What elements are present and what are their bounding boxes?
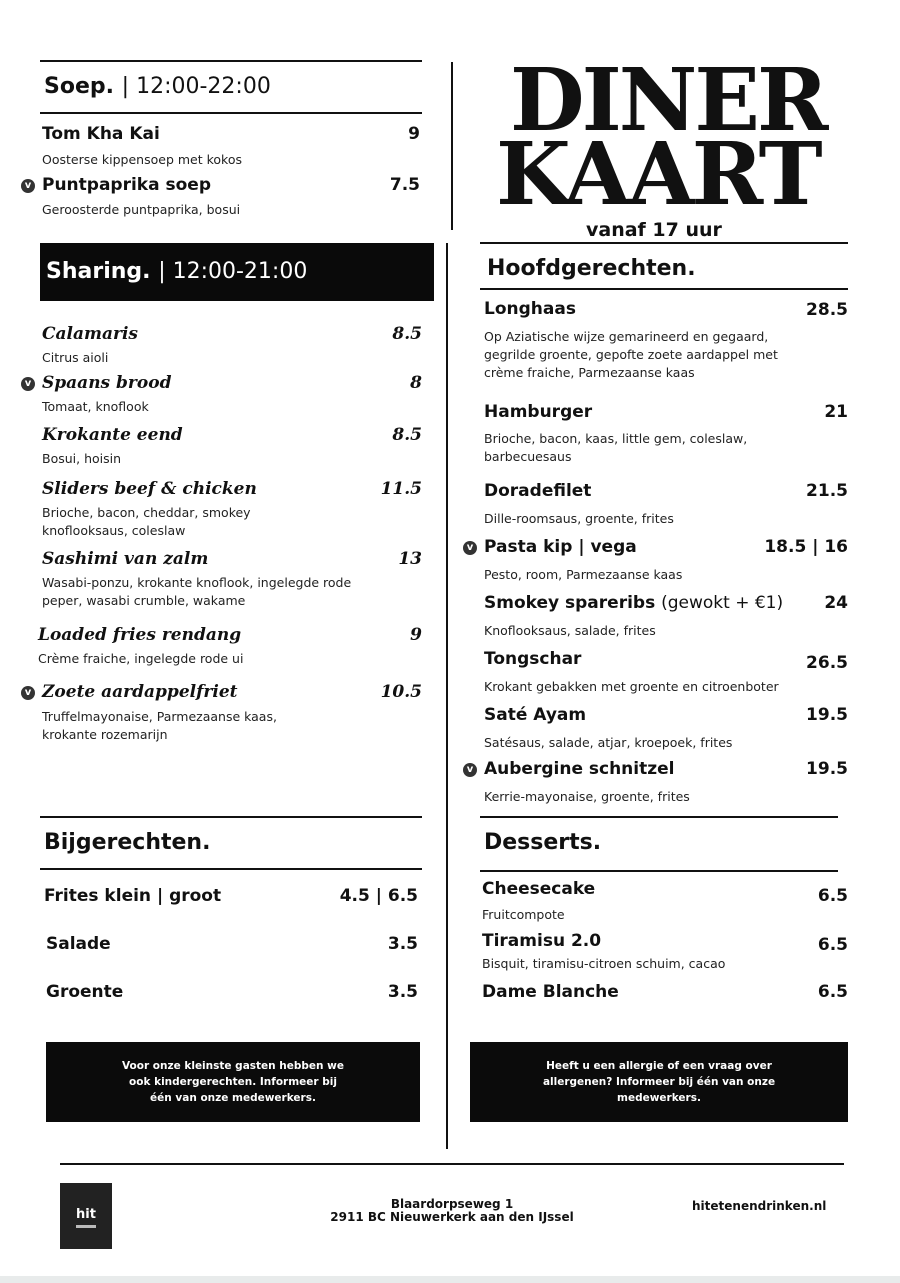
sharing-time: | 12:00-21:00 bbox=[158, 259, 308, 284]
footer-rule bbox=[60, 1163, 844, 1165]
bijgerecht-item-price: 3.5 bbox=[387, 934, 418, 954]
hoofd-item-name: Saté Ayam bbox=[484, 705, 587, 725]
footer-address-line2: 2911 BC Nieuwerkerk aan den IJssel bbox=[330, 1210, 574, 1224]
soep-bottom-rule bbox=[40, 112, 422, 114]
sharing-item-name: Krokante eend bbox=[42, 425, 183, 445]
dessert-item-price: 6.5 bbox=[817, 982, 848, 1002]
bijgerechten-top-rule bbox=[40, 816, 422, 818]
hoofd-item-price: 19.5 bbox=[806, 759, 848, 779]
soep-item-price: 9 bbox=[408, 124, 420, 144]
hoofd-item-desc: Krokant gebakken met groente en citroenboter bbox=[484, 679, 779, 694]
hoofd-item-price: 19.5 bbox=[806, 705, 848, 725]
sharing-item-name: Sliders beef & chicken bbox=[42, 479, 257, 499]
column-divider bbox=[446, 243, 448, 1149]
soep-top-rule bbox=[40, 60, 422, 62]
sharing-heading bbox=[46, 259, 307, 284]
column-divider-top bbox=[451, 62, 453, 230]
sharing-heading-bar bbox=[40, 243, 434, 301]
soep-item-name: Tom Kha Kai bbox=[42, 124, 160, 144]
soep-heading bbox=[44, 74, 271, 99]
bijgerecht-item-price: 4.5 | 6.5 bbox=[339, 886, 418, 906]
dessert-item-desc: Fruitcompote bbox=[482, 907, 565, 922]
hoofdgerechten-heading: Hoofdgerechten. bbox=[487, 256, 696, 281]
hoofd-item-name-extra: (gewokt + €1) bbox=[661, 593, 784, 613]
bijgerecht-item-name: Groente bbox=[46, 982, 124, 1002]
soep-item-desc: Oosterse kippensoep met kokos bbox=[42, 152, 242, 167]
hoofd-item-name: Doradefilet bbox=[484, 481, 592, 501]
soep-title: Soep. bbox=[44, 74, 114, 99]
dessert-item-price: 6.5 bbox=[817, 886, 848, 906]
vegetarian-icon: v bbox=[21, 686, 35, 700]
sharing-item-desc: Tomaat, knoflook bbox=[42, 399, 149, 414]
hoofd-item-desc: Knoflooksaus, salade, frites bbox=[484, 623, 656, 638]
bijgerecht-item-price: 3.5 bbox=[387, 982, 418, 1002]
hoofd-item-price: 26.5 bbox=[806, 653, 848, 673]
hoofd-item-name: Pasta kip | vega bbox=[484, 537, 637, 557]
allergy-note-text: Heeft u een allergie of een vraag over allergenen? Informeer bij één van onze medewerkers. bbox=[542, 1060, 776, 1104]
sharing-item-name: Zoete aardappelfriet bbox=[42, 682, 238, 702]
hoofd-item-name-main: Smokey spareribs bbox=[484, 593, 656, 613]
hoofd-item-price: 18.5 | 16 bbox=[764, 537, 848, 557]
sharing-item-price: 10.5 bbox=[380, 682, 422, 702]
brand-logo-text: hit bbox=[76, 1207, 96, 1222]
hoofd-item-price: 24 bbox=[824, 593, 848, 613]
kids-note-box bbox=[46, 1042, 420, 1122]
hoofd-item-name: Hamburger bbox=[484, 402, 593, 422]
hoofd-item-desc: Brioche, bacon, kaas, little gem, coleslaw, barbecuesaus bbox=[484, 431, 748, 464]
hoofd-item-desc: Pesto, room, Parmezaanse kaas bbox=[484, 567, 683, 582]
bijgerechten-heading: Bijgerechten. bbox=[44, 830, 211, 855]
kids-note-text: Voor onze kleinste gasten hebben we ook kindergerechten. Informeer bij één van onze medewerkers. bbox=[121, 1060, 345, 1104]
vegetarian-icon: v bbox=[463, 541, 477, 555]
sharing-item-name: Loaded fries rendang bbox=[38, 625, 242, 645]
hoofd-item-desc: Kerrie-mayonaise, groente, frites bbox=[484, 789, 690, 804]
dessert-item-name: Tiramisu 2.0 bbox=[482, 931, 602, 951]
hoofd-item-price: 21.5 bbox=[806, 481, 848, 501]
hoofd-item-name: Aubergine schnitzel bbox=[484, 759, 675, 779]
sharing-item-name: Spaans brood bbox=[42, 373, 172, 393]
desserts-heading: Desserts. bbox=[484, 830, 602, 855]
dessert-item-desc: Bisquit, tiramisu-citroen schuim, cacao bbox=[482, 956, 726, 971]
sharing-title: Sharing. bbox=[46, 259, 151, 284]
bijgerecht-item-name: Frites klein | groot bbox=[44, 886, 222, 906]
brand-logo-bar bbox=[76, 1225, 96, 1228]
menu-title-line1: DINER bbox=[510, 50, 826, 151]
dessert-item-price: 6.5 bbox=[817, 935, 848, 955]
sharing-item-price: 9 bbox=[410, 625, 422, 645]
footer-address-line1: Blaardorpseweg 1 bbox=[390, 1197, 514, 1211]
sharing-item-name: Calamaris bbox=[42, 324, 139, 344]
sharing-item-price: 11.5 bbox=[380, 479, 422, 499]
hoofd-item-desc: Op Aziatische wijze gemarineerd en gegaard, gegrilde groente, gepofte zoete aardappel met crème fraiche, Parmezaanse kaas bbox=[484, 329, 778, 380]
footer-website-link[interactable]: hitetenendrinken.nl bbox=[692, 1199, 827, 1213]
soep-item-desc: Geroosterde puntpaprika, bosui bbox=[42, 202, 241, 217]
sharing-item-desc: Bosui, hoisin bbox=[42, 451, 122, 466]
sharing-item-desc: Citrus aioli bbox=[42, 350, 109, 365]
sharing-item-desc: Wasabi-ponzu, krokante knoflook, ingelegde rode peper, wasabi crumble, wakame bbox=[42, 575, 352, 608]
sharing-item-price: 8.5 bbox=[392, 425, 422, 445]
dessert-item-name: Cheesecake bbox=[482, 879, 596, 899]
vegetarian-icon: v bbox=[463, 763, 477, 777]
allergy-note-box bbox=[470, 1042, 848, 1122]
bijgerecht-item-name: Salade bbox=[46, 934, 111, 954]
dessert-item-name: Dame Blanche bbox=[482, 982, 619, 1002]
desserts-bottom-rule bbox=[480, 870, 838, 872]
sharing-item-desc: Truffelmayonaise, Parmezaanse kaas, krokante rozemarijn bbox=[42, 709, 277, 742]
sharing-item-name: Sashimi van zalm bbox=[42, 549, 209, 569]
hoofd-bottom-rule bbox=[480, 288, 848, 290]
desserts-top-rule bbox=[480, 816, 838, 818]
soep-time: | 12:00-22:00 bbox=[121, 74, 271, 99]
sharing-item-price: 8.5 bbox=[392, 324, 422, 344]
sharing-item-price: 8 bbox=[410, 373, 422, 393]
hoofd-item-price: 21 bbox=[824, 402, 848, 422]
footer-address bbox=[318, 1198, 586, 1224]
soep-item-name: Puntpaprika soep bbox=[42, 175, 212, 195]
hoofd-item-desc: Dille-roomsaus, groente, frites bbox=[484, 511, 674, 526]
vegetarian-icon: v bbox=[21, 377, 35, 391]
hoofd-item-name bbox=[484, 593, 783, 613]
sharing-item-desc: Crème fraiche, ingelegde rode ui bbox=[38, 651, 244, 666]
menu-subtitle: vanaf 17 uur bbox=[586, 219, 722, 241]
hoofd-item-desc: Satésaus, salade, atjar, kroepoek, frites bbox=[484, 735, 733, 750]
hoofd-item-name: Tongschar bbox=[484, 649, 582, 669]
vegetarian-icon: v bbox=[21, 179, 35, 193]
soep-item-price: 7.5 bbox=[389, 175, 420, 195]
menu-title-line2: KAART bbox=[496, 124, 820, 225]
hoofd-item-name: Longhaas bbox=[484, 299, 576, 319]
hoofd-top-rule bbox=[480, 242, 848, 244]
brand-logo bbox=[60, 1183, 112, 1249]
bijgerechten-bottom-rule bbox=[40, 868, 422, 870]
sharing-item-price: 13 bbox=[398, 549, 422, 569]
page-bottom-strip bbox=[0, 1276, 900, 1283]
hoofd-item-price: 28.5 bbox=[806, 300, 848, 320]
sharing-item-desc: Brioche, bacon, cheddar, smokey knoflooksaus, coleslaw bbox=[42, 505, 251, 538]
